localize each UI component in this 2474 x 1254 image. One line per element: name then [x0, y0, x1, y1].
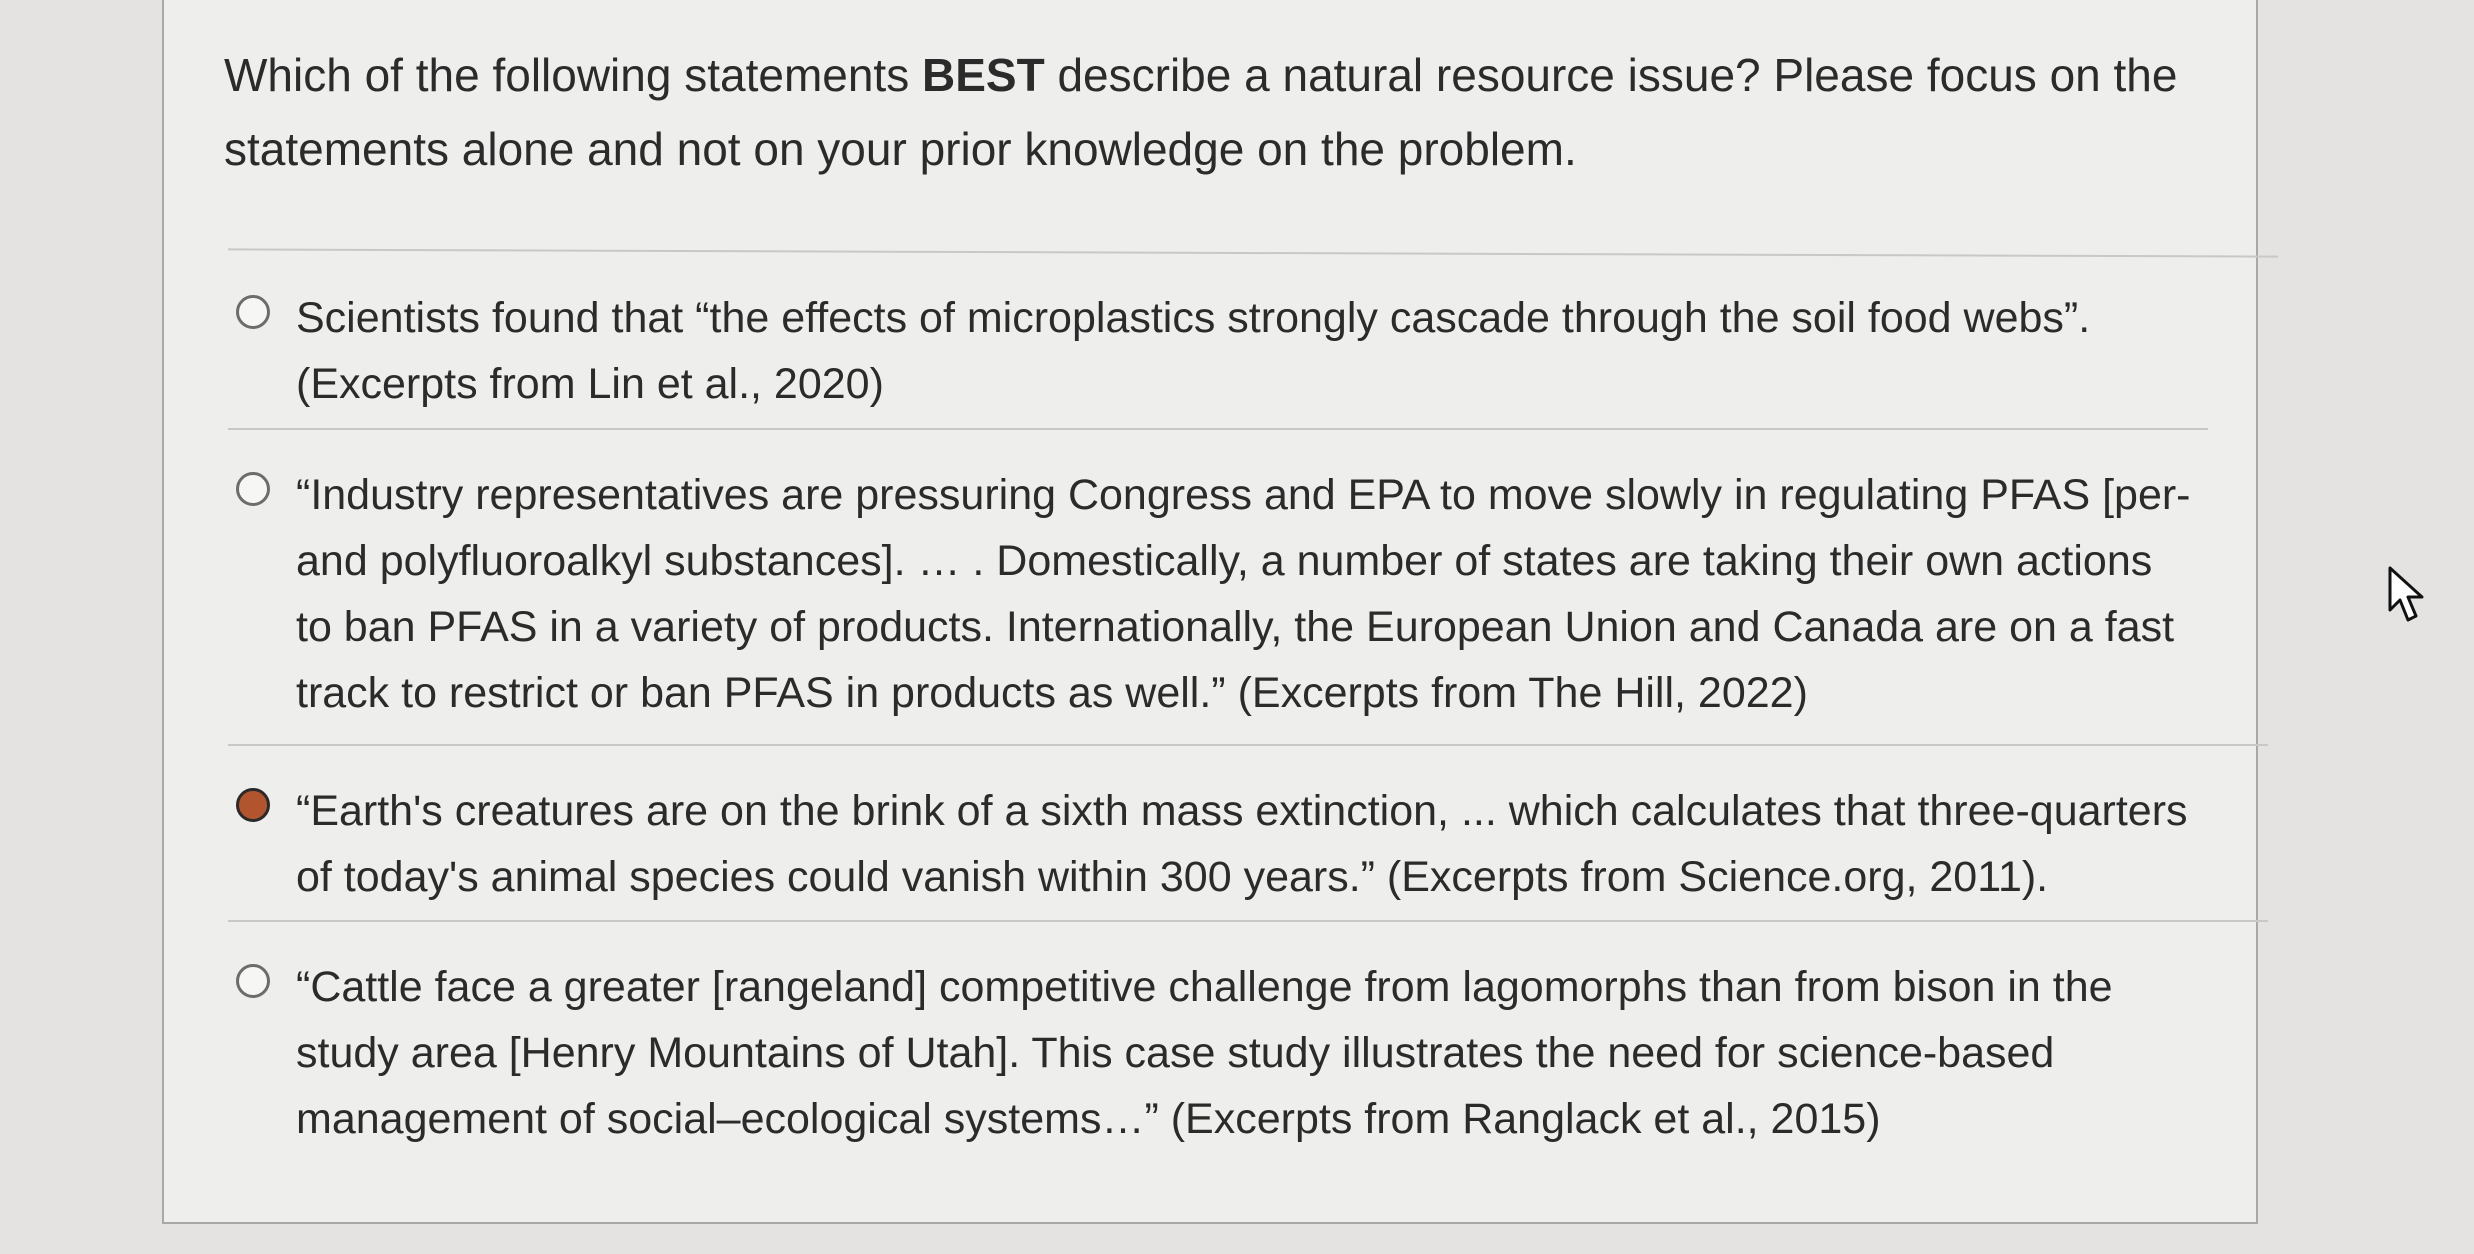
option-text-4: “Cattle face a greater [rangeland] competitive challenge from lagomorphs than from bison in the study area [Henry Mountains of Utah]. This case study illustrates the need for science-based management of social–ecological systems…” (Excerpts from Ranglack et al., 2015) — [296, 963, 2113, 1143]
question-card — [162, 0, 2258, 1224]
answer-option-4[interactable] — [236, 954, 2196, 1152]
question-emphasis: BEST — [922, 49, 1045, 101]
radio-button-1[interactable] — [236, 295, 270, 329]
option-text-3: “Earth's creatures are on the brink of a sixth mass extinction, ... which calculates that three-quarters of today's animal species could vanish within 300 years.” (Excerpts from Science.org, 2011). — [296, 787, 2188, 901]
answer-option-3[interactable] — [236, 778, 2196, 910]
option-text-1: Scientists found that “the effects of microplastics strongly cascade through the soil food webs”. (Excerpts from Lin et al., 2020) — [296, 294, 2091, 408]
divider — [228, 248, 2278, 257]
answer-option-1[interactable] — [236, 285, 2196, 417]
radio-button-4[interactable] — [236, 964, 270, 998]
mouse-pointer-icon — [2386, 566, 2426, 626]
divider — [228, 744, 2268, 746]
option-text-2: “Industry representatives are pressuring Congress and EPA to move slowly in regulating PFAS [per- and polyfluoroalkyl substances]. … . Domestically, a number of states are taking their own actions to ban PFAS in a variety of products. Internationally, the European Union and Canada are on a fast track to restrict or ban PFAS in products as well.” (Excerpts from The Hill, 2022) — [296, 471, 2191, 717]
divider — [228, 920, 2268, 922]
divider — [228, 428, 2208, 430]
question-text — [224, 38, 2234, 186]
radio-button-2[interactable] — [236, 472, 270, 506]
question-suffix: describe a natural resource issue? Please focus on the statements alone and not on your prior knowledge on the problem. — [224, 49, 2178, 175]
question-prefix: Which of the following statements — [224, 49, 922, 101]
answer-option-2[interactable] — [236, 462, 2196, 726]
radio-button-3-selected[interactable] — [236, 788, 270, 822]
